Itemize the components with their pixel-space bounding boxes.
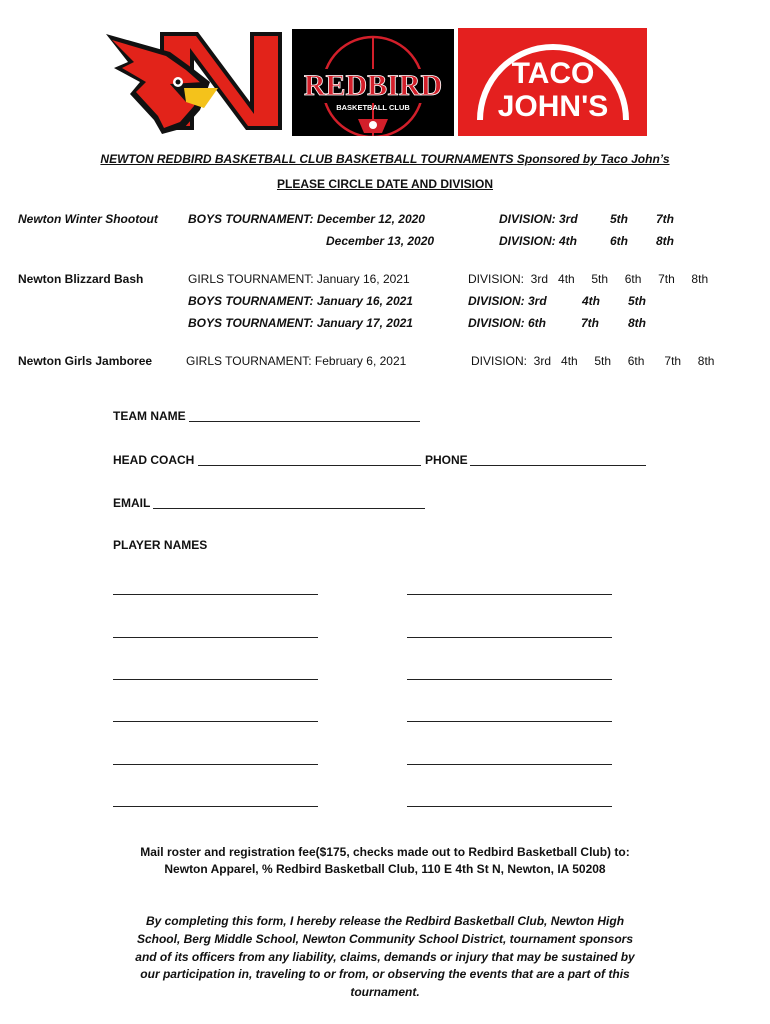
release-line: our participation in, traveling to or from, or observing the events that are a part of this (140, 967, 630, 981)
division-option[interactable]: 5th (628, 294, 646, 308)
taco-logo-line2: JOHN'S (497, 90, 609, 123)
circle-instruction: PLEASE CIRCLE DATE AND DIVISION (276, 177, 494, 191)
head-coach-label: HEAD COACH (113, 453, 195, 467)
release-line: tournament. (350, 985, 420, 999)
redbird-basketball-club-logo (292, 29, 454, 136)
player-name-field[interactable] (113, 764, 318, 765)
redbird-logo-title: REDBIRD (303, 69, 443, 102)
player-name-field[interactable] (407, 637, 612, 638)
mail-instructions-line1: Mail roster and registration fee($175, checks made out to Redbird Basketball Club) to: (140, 845, 630, 859)
division-option[interactable]: 5th (610, 212, 628, 226)
player-names-label: PLAYER NAMES (113, 538, 208, 552)
player-name-field[interactable] (407, 679, 612, 680)
division-label: DIVISION: 4th (499, 234, 578, 248)
taco-logo-line1: TACO (511, 57, 595, 90)
division-label: DIVISION: 3rd (468, 294, 547, 308)
player-name-field[interactable] (113, 721, 318, 722)
tournament-row: BOYS TOURNAMENT: December 12, 2020 (188, 212, 425, 226)
division-option[interactable]: 7th (581, 316, 599, 330)
tournament-row: December 13, 2020 (326, 234, 435, 248)
player-name-field[interactable] (407, 594, 612, 595)
player-name-field[interactable] (407, 806, 612, 807)
release-line: and of its officers from any liability, claims, demands or injury that may be sustained by (135, 950, 635, 964)
document-title: NEWTON REDBIRD BASKETBALL CLUB BASKETBALL TOURNAMENTS Sponsored by Taco John’s (100, 152, 670, 166)
division-option[interactable]: 8th (628, 316, 646, 330)
division-label: DIVISION: 6th (468, 316, 547, 330)
team-name-label: TEAM NAME (113, 409, 186, 423)
tournament-row: BOYS TOURNAMENT: January 16, 2021 (188, 294, 413, 308)
division-options[interactable]: DIVISION: 3rd 4th 5th 6th 7th 8th (468, 272, 709, 286)
tournament-row: GIRLS TOURNAMENT: January 16, 2021 (188, 272, 410, 286)
event-name-blizzard: Newton Blizzard Bash (18, 272, 144, 286)
taco-johns-logo (458, 28, 647, 136)
division-options[interactable]: DIVISION: 3rd 4th 5th 6th 7th 8th (471, 354, 715, 368)
division-option[interactable]: 7th (656, 212, 674, 226)
division-label: DIVISION: 3rd (499, 212, 578, 226)
player-name-field[interactable] (113, 637, 318, 638)
division-option[interactable]: 8th (656, 234, 674, 248)
phone-label: PHONE (425, 453, 468, 467)
player-name-field[interactable] (113, 594, 318, 595)
email-label: EMAIL (113, 496, 151, 510)
player-name-field[interactable] (113, 679, 318, 680)
tournament-row: BOYS TOURNAMENT: January 17, 2021 (188, 316, 413, 330)
phone-field[interactable] (470, 465, 646, 466)
newton-n-logo (100, 24, 286, 136)
head-coach-field[interactable] (198, 465, 421, 466)
mail-address: Newton Apparel, % Redbird Basketball Club, 110 E 4th St N, Newton, IA 50208 (164, 862, 606, 876)
event-name-winter: Newton Winter Shootout (18, 212, 158, 226)
release-line: School, Berg Middle School, Newton Community School District, tournament sponsors (136, 932, 634, 946)
tournament-row: GIRLS TOURNAMENT: February 6, 2021 (186, 354, 407, 368)
division-option[interactable]: 6th (610, 234, 628, 248)
email-field[interactable] (153, 508, 425, 509)
player-name-field[interactable] (113, 806, 318, 807)
event-name-jamboree: Newton Girls Jamboree (18, 354, 153, 368)
team-name-field[interactable] (189, 421, 420, 422)
player-name-field[interactable] (407, 721, 612, 722)
division-option[interactable]: 4th (582, 294, 600, 308)
release-line: By completing this form, I hereby release the Redbird Basketball Club, Newton High (145, 914, 625, 928)
redbird-logo-subtitle: BASKETBALL CLUB (336, 103, 410, 112)
player-name-field[interactable] (407, 764, 612, 765)
